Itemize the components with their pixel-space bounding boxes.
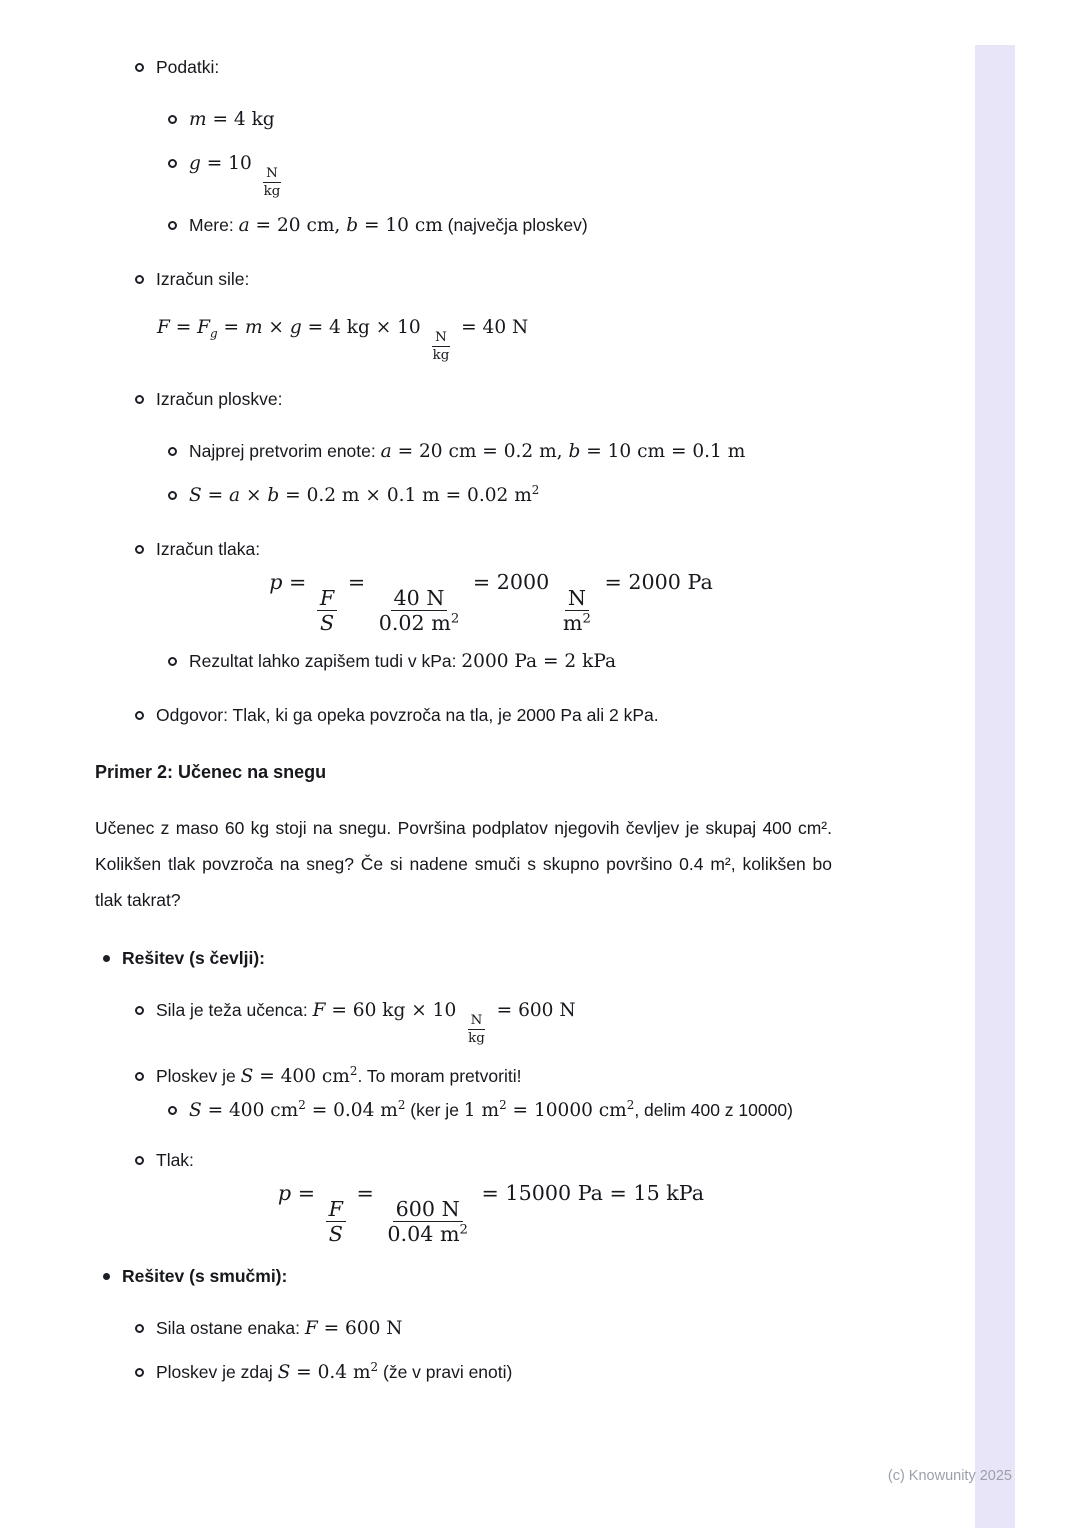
list-item-text: Rezultat lahko zapišem tudi v kPa: 2000 Pa = 2 kPa [189, 651, 616, 673]
list-item-area-formula [168, 482, 887, 510]
list-item-pressure-label [135, 1147, 887, 1173]
bullet-dot-icon [103, 1273, 110, 1280]
list-item-text: Sila ostane enaka: F = 600 N [156, 1318, 403, 1340]
list-item-text: Izračun sile: [156, 268, 250, 289]
list-item-text: Izračun tlaka: [156, 538, 261, 559]
problem-paragraph: Učenec z maso 60 kg stoji na snegu. Površina podplatov njegovih čevljev je skupaj 400 cm². Kolikšen tlak povzroča na sneg? Če si nadene smuči s skupno površino 0.4 m², kolikšen bo tlak takrat? [95, 818, 832, 911]
bullet-circle-icon [168, 657, 177, 666]
bullet-circle-icon [135, 1006, 144, 1015]
list-item-result-kpa [168, 648, 887, 676]
list-item-podatki [135, 54, 887, 80]
bullet-circle-icon [168, 491, 177, 500]
display-formula-pressure-2 [95, 1179, 887, 1247]
bullet-circle-icon [135, 711, 144, 720]
formula-text: p = $\frac{F}{S}$ = $\frac{40 N}{0.02 m^2}$ = 2000 $\frac{N}{m^2}$ = 2000 Pa [269, 569, 713, 636]
list-item-text: Ploskev je S = 400 $cm^2$. To moram pretvoriti! [156, 1064, 522, 1088]
list-item-text: Rešitev (s smučmi): [122, 1266, 288, 1287]
list-item-answer [135, 702, 887, 728]
list-item-text: Mere: a = 20 cm, b = 10 cm (največja ploskev) [189, 214, 588, 236]
list-item-text: Rešitev (s čevlji): [122, 948, 265, 969]
list-item-area-conversion [168, 1097, 887, 1125]
list-item-unit-conversion [168, 438, 887, 466]
bullet-circle-icon [135, 1156, 144, 1165]
list-item-student-force [135, 997, 887, 1047]
list-item-area-shoes [135, 1063, 887, 1091]
list-item-area-calc [135, 386, 887, 412]
list-item-force-same [135, 1315, 887, 1343]
bullet-circle-icon [168, 447, 177, 456]
list-item-force-calc [135, 266, 887, 292]
section-heading-primer-2: Primer 2: Učenec na snegu [95, 762, 327, 783]
list-item-gravity [168, 150, 887, 200]
formula-text: $F = F_g = m \times g = 4$ kg × 10 $\frac{N}{kg}$ = 40 N [157, 316, 529, 363]
list-item-text: S = a × b = 0.2 m × 0.1 m = 0.02 $m^2$ [189, 483, 540, 506]
bullet-circle-icon [168, 1106, 177, 1115]
bullet-circle-icon [135, 1324, 144, 1333]
formula-text: p = $\frac{F}{S}$ = $\frac{600 N}{0.04 m^2}$ = 15000 Pa = 15 kPa [277, 1181, 705, 1247]
list-item-text: Odgovor: Tlak, ki ga opeka povzroča na tla, je 2000 Pa ali 2 kPa. [156, 704, 659, 725]
list-item-solution-skis [103, 1263, 887, 1289]
bullet-circle-icon [135, 1072, 144, 1081]
bullet-circle-icon [135, 395, 144, 404]
bullet-circle-icon [168, 221, 177, 230]
document-content [95, 54, 887, 1387]
bullet-circle-icon [168, 159, 177, 168]
list-item-text: Najprej pretvorim enote: a = 20 cm = 0.2 m, b = 10 cm = 0.1 m [189, 441, 746, 463]
list-item-area-skis [135, 1359, 887, 1387]
list-item-mass [168, 106, 887, 134]
list-item-text: Izračun ploskve: [156, 388, 283, 409]
right-accent-stripe [975, 45, 1015, 1528]
bullet-circle-icon [135, 63, 144, 72]
bullet-dot-icon [103, 955, 110, 962]
list-item-text: S = 400 $cm^2 = 0.04$ $m^2$ (ker je 1 $m^2 = 10000$ $cm^2$, delim 400 z 10000) [189, 1098, 793, 1121]
list-item-pressure-calc [135, 536, 887, 562]
bullet-circle-icon [135, 545, 144, 554]
list-item-text: m = 4 kg [189, 109, 275, 131]
watermark: (c) Knowunity 2025 [887, 1468, 1012, 1484]
bullet-circle-icon [168, 115, 177, 124]
list-item-text: g = 10 $\frac{N}{kg}$ [189, 153, 281, 199]
bullet-circle-icon [135, 275, 144, 284]
list-item-dimensions [168, 212, 887, 240]
force-formula [157, 314, 887, 364]
list-item-text: Podatki: [156, 57, 220, 77]
list-item-text: Sila je teža učenca: F = 60 kg × 10 $\frac{N}{kg}$ = 600 N [156, 1000, 576, 1047]
bullet-circle-icon [135, 1368, 144, 1377]
list-item-solution-shoes [103, 945, 887, 971]
display-formula-pressure-1 [95, 568, 887, 636]
list-item-text: Ploskev je zdaj S = 0.4 $m^2$ (že v pravi enoti) [156, 1360, 513, 1384]
list-item-text: Tlak: [156, 1149, 194, 1170]
